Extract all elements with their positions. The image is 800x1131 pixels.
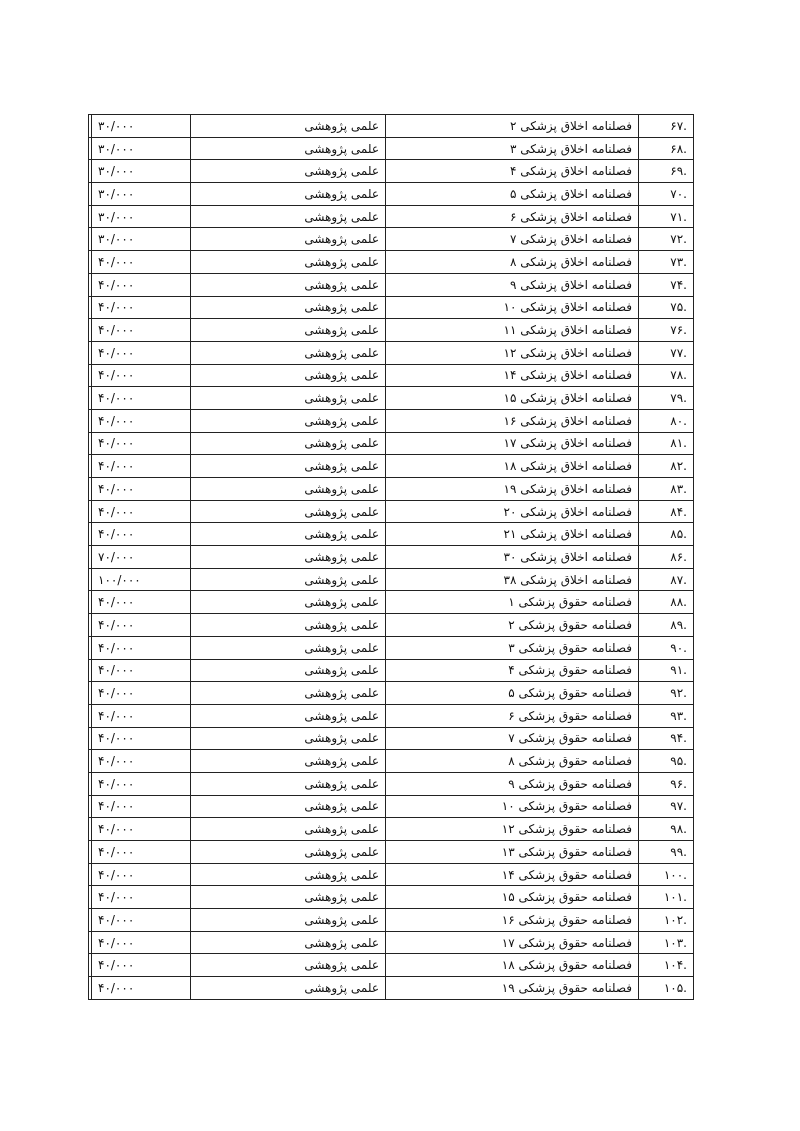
discount-cell (89, 909, 92, 932)
price-cell: ۴۰/۰۰۰ (92, 659, 191, 682)
row-number: .۹۹ (639, 841, 694, 864)
journal-price-table (88, 114, 694, 1000)
journal-type: علمی پژوهشی (191, 115, 386, 138)
journal-type: علمی پژوهشی (191, 636, 386, 659)
discount-cell (89, 863, 92, 886)
price-cell: ۴۰/۰۰۰ (92, 795, 191, 818)
table-row (89, 750, 694, 773)
price-cell: ۴۰/۰۰۰ (92, 818, 191, 841)
table-row (89, 364, 694, 387)
row-number: .۸۹ (639, 614, 694, 637)
price-cell: ۴۰/۰۰۰ (92, 319, 191, 342)
journal-title: فصلنامه حقوق پزشکی ۹ (386, 772, 639, 795)
table-row (89, 977, 694, 1000)
journal-title: فصلنامه حقوق پزشکی ۲ (386, 614, 639, 637)
price-cell: ۷۰/۰۰۰ (92, 546, 191, 569)
table-row (89, 704, 694, 727)
journal-type: علمی پژوهشی (191, 614, 386, 637)
journal-type: علمی پژوهشی (191, 319, 386, 342)
journal-type: علمی پژوهشی (191, 228, 386, 251)
table-body (89, 115, 694, 1000)
journal-type: علمی پژوهشی (191, 523, 386, 546)
table-row (89, 251, 694, 274)
price-cell: ۴۰/۰۰۰ (92, 636, 191, 659)
journal-title: فصلنامه اخلاق پزشکی ۸ (386, 251, 639, 274)
discount-cell (89, 319, 92, 342)
row-number: .۱۰۴ (639, 954, 694, 977)
journal-type: علمی پژوهشی (191, 909, 386, 932)
price-cell: ۳۰/۰۰۰ (92, 205, 191, 228)
price-cell: ۴۰/۰۰۰ (92, 682, 191, 705)
row-number: .۹۵ (639, 750, 694, 773)
journal-title: فصلنامه اخلاق پزشکی ۷ (386, 228, 639, 251)
journal-type: علمی پژوهشی (191, 977, 386, 1000)
row-number: .۶۹ (639, 160, 694, 183)
journal-title: فصلنامه حقوق پزشکی ۶ (386, 704, 639, 727)
table-row (89, 160, 694, 183)
price-cell: ۴۰/۰۰۰ (92, 500, 191, 523)
journal-title: فصلنامه اخلاق پزشکی ۵ (386, 183, 639, 206)
row-number: .۱۰۰ (639, 863, 694, 886)
row-number: .۹۳ (639, 704, 694, 727)
discount-cell (89, 818, 92, 841)
document-page (88, 114, 694, 1000)
discount-cell (89, 523, 92, 546)
price-cell: ۴۰/۰۰۰ (92, 296, 191, 319)
table-row (89, 954, 694, 977)
row-number: .۷۳ (639, 251, 694, 274)
journal-type: علمی پژوهشی (191, 160, 386, 183)
journal-title: فصلنامه اخلاق پزشکی ۱۰ (386, 296, 639, 319)
price-cell: ۴۰/۰۰۰ (92, 909, 191, 932)
price-cell: ۱۰۰/۰۰۰ (92, 568, 191, 591)
row-number: .۷۶ (639, 319, 694, 342)
discount-cell (89, 409, 92, 432)
journal-title: فصلنامه اخلاق پزشکی ۱۱ (386, 319, 639, 342)
journal-type: علمی پژوهشی (191, 546, 386, 569)
price-cell: ۴۰/۰۰۰ (92, 931, 191, 954)
row-number: .۸۲ (639, 455, 694, 478)
price-cell: ۴۰/۰۰۰ (92, 409, 191, 432)
price-cell: ۳۰/۰۰۰ (92, 228, 191, 251)
journal-type: علمی پژوهشی (191, 863, 386, 886)
discount-cell (89, 228, 92, 251)
discount-cell (89, 387, 92, 410)
journal-title: فصلنامه اخلاق پزشکی ۲۱ (386, 523, 639, 546)
table-row (89, 863, 694, 886)
journal-type: علمی پژوهشی (191, 455, 386, 478)
row-number: .۸۷ (639, 568, 694, 591)
price-cell: ۴۰/۰۰۰ (92, 863, 191, 886)
row-number: .۱۰۳ (639, 931, 694, 954)
row-number: .۸۱ (639, 432, 694, 455)
row-number: .۹۰ (639, 636, 694, 659)
price-cell: ۴۰/۰۰۰ (92, 954, 191, 977)
discount-cell (89, 160, 92, 183)
price-cell: ۴۰/۰۰۰ (92, 614, 191, 637)
journal-title: فصلنامه حقوق پزشکی ۱۹ (386, 977, 639, 1000)
journal-type: علمی پژوهشی (191, 478, 386, 501)
table-row (89, 727, 694, 750)
row-number: .۸۰ (639, 409, 694, 432)
price-cell: ۴۰/۰۰۰ (92, 432, 191, 455)
journal-type: علمی پژوهشی (191, 500, 386, 523)
table-row (89, 205, 694, 228)
price-cell: ۴۰/۰۰۰ (92, 841, 191, 864)
row-number: .۶۸ (639, 137, 694, 160)
table-row (89, 909, 694, 932)
price-cell: ۳۰/۰۰۰ (92, 160, 191, 183)
journal-type: علمی پژوهشی (191, 591, 386, 614)
journal-title: فصلنامه حقوق پزشکی ۵ (386, 682, 639, 705)
price-cell: ۴۰/۰۰۰ (92, 704, 191, 727)
journal-title: فصلنامه اخلاق پزشکی ۱۵ (386, 387, 639, 410)
discount-cell (89, 183, 92, 206)
row-number: .۱۰۱ (639, 886, 694, 909)
discount-cell (89, 750, 92, 773)
journal-type: علمی پژوهشی (191, 387, 386, 410)
price-cell: ۴۰/۰۰۰ (92, 750, 191, 773)
row-number: .۹۶ (639, 772, 694, 795)
table-row (89, 432, 694, 455)
journal-title: فصلنامه حقوق پزشکی ۱۸ (386, 954, 639, 977)
journal-type: علمی پژوهشی (191, 251, 386, 274)
table-row (89, 273, 694, 296)
row-number: .۸۸ (639, 591, 694, 614)
row-number: .۷۰ (639, 183, 694, 206)
table-row (89, 478, 694, 501)
price-cell: ۳۰/۰۰۰ (92, 137, 191, 160)
journal-title: فصلنامه اخلاق پزشکی ۳۰ (386, 546, 639, 569)
journal-type: علمی پژوهشی (191, 682, 386, 705)
row-number: .۷۷ (639, 341, 694, 364)
journal-type: علمی پژوهشی (191, 727, 386, 750)
price-cell: ۴۰/۰۰۰ (92, 523, 191, 546)
row-number: .۷۱ (639, 205, 694, 228)
discount-cell (89, 251, 92, 274)
price-cell: ۴۰/۰۰۰ (92, 341, 191, 364)
discount-cell (89, 591, 92, 614)
journal-title: فصلنامه اخلاق پزشکی ۶ (386, 205, 639, 228)
journal-title: فصلنامه حقوق پزشکی ۱۷ (386, 931, 639, 954)
journal-type: علمی پژوهشی (191, 795, 386, 818)
price-cell: ۴۰/۰۰۰ (92, 772, 191, 795)
table-row (89, 387, 694, 410)
journal-title: فصلنامه اخلاق پزشکی ۴ (386, 160, 639, 183)
table-row (89, 568, 694, 591)
journal-type: علمی پژوهشی (191, 137, 386, 160)
table-row (89, 341, 694, 364)
discount-cell (89, 772, 92, 795)
discount-cell (89, 614, 92, 637)
journal-type: علمی پژوهشی (191, 205, 386, 228)
journal-title: فصلنامه حقوق پزشکی ۱ (386, 591, 639, 614)
table-row (89, 614, 694, 637)
journal-type: علمی پژوهشی (191, 818, 386, 841)
discount-cell (89, 795, 92, 818)
journal-type: علمی پژوهشی (191, 931, 386, 954)
discount-cell (89, 841, 92, 864)
journal-title: فصلنامه اخلاق پزشکی ۳۸ (386, 568, 639, 591)
journal-title: فصلنامه اخلاق پزشکی ۱۷ (386, 432, 639, 455)
price-cell: ۴۰/۰۰۰ (92, 478, 191, 501)
journal-title: فصلنامه حقوق پزشکی ۱۳ (386, 841, 639, 864)
discount-cell (89, 500, 92, 523)
price-cell: ۳۰/۰۰۰ (92, 115, 191, 138)
table-row (89, 591, 694, 614)
discount-cell (89, 341, 92, 364)
row-number: .۸۶ (639, 546, 694, 569)
row-number: .۱۰۲ (639, 909, 694, 932)
table-row (89, 409, 694, 432)
discount-cell (89, 432, 92, 455)
discount-cell (89, 568, 92, 591)
table-row (89, 886, 694, 909)
journal-type: علمی پژوهشی (191, 432, 386, 455)
journal-title: فصلنامه حقوق پزشکی ۷ (386, 727, 639, 750)
journal-type: علمی پژوهشی (191, 409, 386, 432)
journal-title: فصلنامه اخلاق پزشکی ۱۴ (386, 364, 639, 387)
discount-cell (89, 659, 92, 682)
price-cell: ۴۰/۰۰۰ (92, 251, 191, 274)
row-number: .۷۹ (639, 387, 694, 410)
table-row (89, 546, 694, 569)
row-number: .۷۸ (639, 364, 694, 387)
discount-cell (89, 931, 92, 954)
discount-cell (89, 886, 92, 909)
table-row (89, 682, 694, 705)
journal-title: فصلنامه اخلاق پزشکی ۹ (386, 273, 639, 296)
journal-type: علمی پژوهشی (191, 568, 386, 591)
row-number: .۹۸ (639, 818, 694, 841)
journal-type: علمی پژوهشی (191, 750, 386, 773)
journal-title: فصلنامه حقوق پزشکی ۱۲ (386, 818, 639, 841)
table-row (89, 795, 694, 818)
table-row (89, 772, 694, 795)
row-number: .۷۲ (639, 228, 694, 251)
journal-type: علمی پژوهشی (191, 341, 386, 364)
price-cell: ۴۰/۰۰۰ (92, 387, 191, 410)
price-cell: ۴۰/۰۰۰ (92, 455, 191, 478)
discount-cell (89, 455, 92, 478)
table-row (89, 818, 694, 841)
price-cell: ۴۰/۰۰۰ (92, 364, 191, 387)
table-row (89, 296, 694, 319)
journal-title: فصلنامه اخلاق پزشکی ۲۰ (386, 500, 639, 523)
journal-type: علمی پژوهشی (191, 954, 386, 977)
discount-cell (89, 296, 92, 319)
journal-title: فصلنامه حقوق پزشکی ۱۶ (386, 909, 639, 932)
journal-title: فصلنامه حقوق پزشکی ۴ (386, 659, 639, 682)
discount-cell (89, 478, 92, 501)
table-row (89, 636, 694, 659)
price-cell: ۴۰/۰۰۰ (92, 727, 191, 750)
table-row (89, 500, 694, 523)
price-cell: ۴۰/۰۰۰ (92, 977, 191, 1000)
discount-cell (89, 954, 92, 977)
discount-cell (89, 273, 92, 296)
journal-type: علمی پژوهشی (191, 273, 386, 296)
table-row (89, 659, 694, 682)
table-row (89, 455, 694, 478)
price-cell: ۴۰/۰۰۰ (92, 591, 191, 614)
discount-cell (89, 137, 92, 160)
table-row (89, 523, 694, 546)
row-number: .۹۱ (639, 659, 694, 682)
row-number: .۶۷ (639, 115, 694, 138)
journal-type: علمی پژوهشی (191, 659, 386, 682)
row-number: .۸۵ (639, 523, 694, 546)
journal-title: فصلنامه اخلاق پزشکی ۱۹ (386, 478, 639, 501)
row-number: .۷۴ (639, 273, 694, 296)
journal-type: علمی پژوهشی (191, 704, 386, 727)
table-row (89, 228, 694, 251)
journal-title: فصلنامه اخلاق پزشکی ۱۲ (386, 341, 639, 364)
journal-title: فصلنامه حقوق پزشکی ۸ (386, 750, 639, 773)
table-row (89, 137, 694, 160)
discount-cell (89, 546, 92, 569)
table-row (89, 183, 694, 206)
journal-type: علمی پژوهشی (191, 364, 386, 387)
row-number: .۹۴ (639, 727, 694, 750)
row-number: .۱۰۵ (639, 977, 694, 1000)
table-row (89, 115, 694, 138)
discount-cell (89, 727, 92, 750)
journal-title: فصلنامه حقوق پزشکی ۱۵ (386, 886, 639, 909)
journal-title: فصلنامه اخلاق پزشکی ۱۸ (386, 455, 639, 478)
journal-title: فصلنامه حقوق پزشکی ۳ (386, 636, 639, 659)
price-cell: ۴۰/۰۰۰ (92, 886, 191, 909)
journal-title: فصلنامه حقوق پزشکی ۱۴ (386, 863, 639, 886)
discount-cell (89, 977, 92, 1000)
journal-type: علمی پژوهشی (191, 296, 386, 319)
journal-type: علمی پژوهشی (191, 772, 386, 795)
table-row (89, 931, 694, 954)
discount-cell (89, 682, 92, 705)
discount-cell (89, 704, 92, 727)
row-number: .۹۲ (639, 682, 694, 705)
discount-cell (89, 205, 92, 228)
journal-title: فصلنامه اخلاق پزشکی ۱۶ (386, 409, 639, 432)
row-number: .۷۵ (639, 296, 694, 319)
journal-type: علمی پژوهشی (191, 183, 386, 206)
row-number: .۸۳ (639, 478, 694, 501)
discount-cell (89, 115, 92, 138)
row-number: .۹۷ (639, 795, 694, 818)
journal-type: علمی پژوهشی (191, 841, 386, 864)
price-cell: ۳۰/۰۰۰ (92, 183, 191, 206)
row-number: .۸۴ (639, 500, 694, 523)
table-row (89, 841, 694, 864)
discount-cell (89, 364, 92, 387)
journal-type: علمی پژوهشی (191, 886, 386, 909)
journal-title: فصلنامه اخلاق پزشکی ۲ (386, 115, 639, 138)
price-cell: ۴۰/۰۰۰ (92, 273, 191, 296)
table-row (89, 319, 694, 342)
journal-title: فصلنامه اخلاق پزشکی ۳ (386, 137, 639, 160)
journal-title: فصلنامه حقوق پزشکی ۱۰ (386, 795, 639, 818)
discount-cell (89, 636, 92, 659)
